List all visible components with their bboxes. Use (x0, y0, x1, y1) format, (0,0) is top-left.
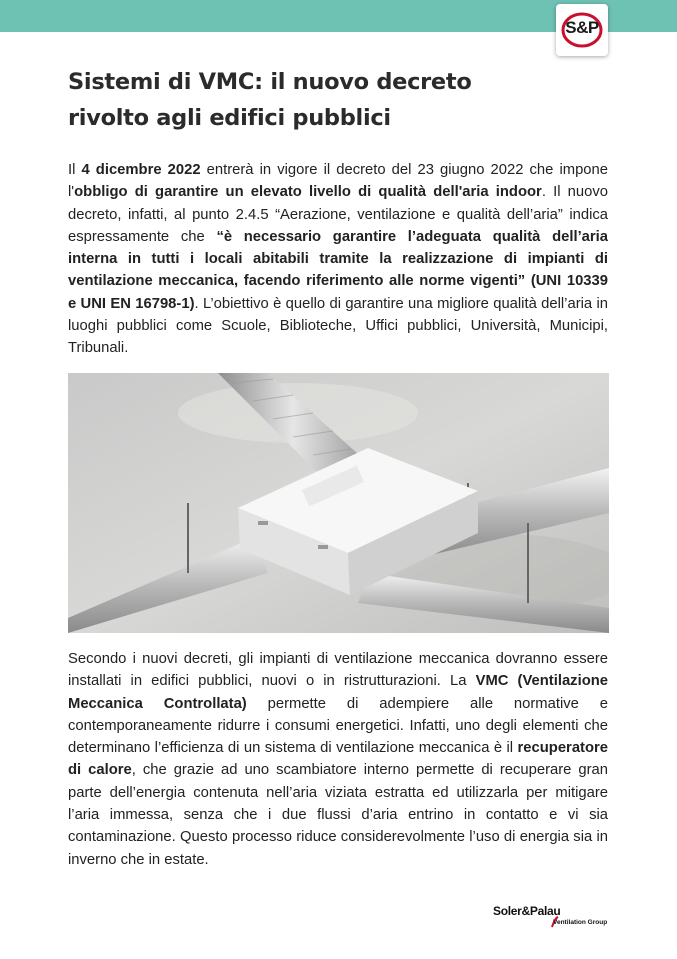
sp-logo (556, 4, 608, 56)
title-line-1: Sistemi di VMC: il nuovo decreto (68, 69, 472, 95)
sp-logo-text: S&P (565, 18, 599, 37)
p2-text-1: Secondo i nuovi decreti, gli impianti di ventilazione meccanica dovranno essere installati in edifici pubblici, nuovi o in ristrutturazioni. La (68, 651, 608, 690)
p1-text-3: . Il nuovo decreto, infatti, al punto 2.4.5 “Aerazione, ventilazione e qualità dell’aria” indica espressamente che (68, 184, 608, 245)
p2-bold-vmc: VMC (Ventilazione Meccanica Controllata) (68, 673, 608, 712)
p2-text-3: , che grazie ad uno scambiatore interno permette di recuperare gran parte dell’energia contenuta nell’aria viziata estratta ed utilizzarla per mitigare l’aria immessa, senza che i due flussi d’aria entrino in contatto e vi sia contaminazione. Questo processo riduce considerevolmente l’uso di energia sia in inverno che in estate. (68, 762, 609, 868)
p1-text-1: Il (68, 162, 82, 178)
p1-text-2: entrerà in vigore il decreto del 23 giugno 2022 che impone l' (68, 162, 608, 201)
p2-text-2: permette di adempiere alle normative e contemporaneamente ridurre i consumi energetici. Infatti, uno degli elementi che determinano l’efficienza di un sistema di ventilazione meccanica è il (68, 695, 608, 757)
p1-bold-quote: “è necessario garantire l’adeguata qualità dell’aria interna in tutti i locali abitabili tramite la realizzazione di impianti di ventilazione meccanica, facendo riferimento alle norme vigenti” (UNI 10339 e UNI EN 16798-1) (68, 228, 609, 312)
intro-paragraph (68, 159, 608, 360)
page-title (68, 64, 588, 136)
p1-bold-date: 4 dicembre 2022 (81, 162, 201, 178)
title-line-2: rivolto agli edifici pubblici (68, 105, 391, 131)
p1-text-4: . L’obiettivo è quello di garantire una migliore qualità dell’aria in luoghi pubblici come Scuole, Biblioteche, Uffici pubblici, Università, Municipi, Tribunali. (68, 295, 608, 357)
p1-bold-obligation: obbligo di garantire un elevato livello di qualità dell'aria indoor (74, 184, 542, 201)
footer-group: Ventilation Group (553, 919, 608, 926)
vmc-paragraph (68, 648, 608, 871)
p2-bold-heat-recovery: recuperatore di calore (68, 740, 608, 779)
vmc-unit-photo (68, 373, 609, 633)
footer-brand: Soler&Palau (493, 904, 561, 918)
footer-logo (493, 898, 615, 942)
